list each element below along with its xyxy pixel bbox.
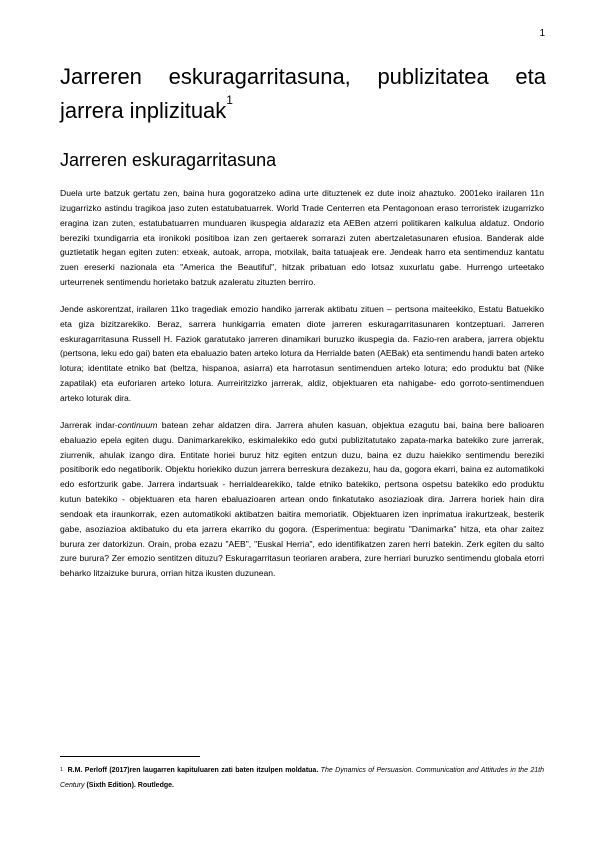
footnote-marker: 1 — [60, 767, 63, 773]
document-title-text: Jarreren eskuragarritasuna, publizitatea eta jarrera inplizituak — [60, 64, 546, 123]
section-heading: Jarreren eskuragarritasuna — [60, 150, 277, 170]
paragraph-2: Jende askorentzat, irailaren 11ko tragediak emozio handiko jarrerak aktibatu zituen – pertsona maiteekiko, Estatu Batuekiko eta giza bizitzarekiko. Beraz, sarrera hunkigarria ematen diote jarreren eskuragarritasunaren kontzeptuari. Jarreren eskuragarritasuna Russell H. Faziok garatutako jarreren dinamikari buruzko ikuspegia da. Fazio-ren arabera, jarrera objektu (pertsona, leku edo gai) baten eta ebaluazio baten arteko lotura da Herrialde baten (AEBak) eta sentimendu handi baten arteko lotura; identitate etniko bat (beltza, hispanoa, asiarra) eta harrotasun sentimenduen arteko lotura; edo produktu bat (Nike zapatilak) eta euforiaren arteko lotura. Aurreiritzizko jarrerak, aldiz, objektuaren eta nahigabe- edo gorroto-sentimenduen arteko loturak dira. — [60, 303, 544, 403]
footnote-publisher: (Sixth Edition). Routledge. — [84, 782, 174, 789]
body-text — [60, 186, 544, 593]
footnote-author: R.M. Perloff (2017)ren laugarren kapituluaren zati baten itzulpen moldatua. — [67, 767, 321, 774]
document-title — [60, 60, 546, 128]
paragraph-3-start: Jarrerak indar- — [60, 419, 118, 430]
footnote-separator — [60, 756, 200, 757]
title-footnote-ref: 1 — [226, 93, 233, 107]
footnote-book-title: The Dynamics of Persuasion. Communication and Attitudes in the 21th Century — [60, 767, 545, 789]
paragraph-3-rest: batean zehar aldatzen dira. Jarrera ahulen kasuan, objektua ezagutu bai, baina bere balioaren ebaluazio epela egiten dugu. Danimarkarekiko, eskimalekiko edo gutxi publizitatutako zapata-marka batekiko zure jarrerak, ziurrenik, ahulak izango dira. Entitate horiei buruz hitz egiten entzun duzu, baina ez duzu haiekiko sentimendu bereziki positiborik edo negatiborik. Objektu horiekiko duzun jarrera berreskura dezakezu, hau da, gogora ekarri, baina ez automatikoki edo esfortzurik gabe. Jarrera indartsuak - herrialdearekiko, talde etniko batekiko, pertsona ospetsu batekiko edo produktu kutun batekiko - objektuaren eta haren ebaluazioaren artean ondo finkatutako asoziazioak dira. Jarrera horiek hain dira sendoak eta iraunkorrak, ezen automatikoki aktibatzen baitira memoriatik. Objektuaren izen inprimatua irakurtzeak, besterik gabe, asoziazioa aktibatuko du eta jarrera ekarriko du gogora. (Esperimentua: begiratu "Danimarka" hitza, eta ohar zaitez burura zer datorkizun. Orain, proba ezazu "AEB", "Euskal Herria", edo identifikatzen zaren herri batekin. Zerk egiten du salto zure burura? Zer emozio sentitzen dituzu? Eskuragarritasun teoriaren arabera, zure herriari buruzko sentimendu globala etorri beharko litzaizuke burura, orrian hitza ikusten duzunean. — [60, 419, 544, 579]
paragraph-3-italic: continuum — [117, 419, 158, 430]
footnote — [60, 763, 544, 793]
page-number: 1 — [539, 28, 545, 39]
paragraph-1: Duela urte batzuk gertatu zen, baina hura gogoratzeko adina urte dituztenek ez dute inoiz ahaztuko. 2001eko irailaren 11n izugarrizko astindu tragikoa jaso zuten estatubatuarrek. World Trade Centerren eta Pentagonoan eraso terroristek izugarrizko eragina izan zuten, estatubatuarren munduaren ikuspegia aldaraziz eta AEBen atzerri politikaren kalkulua aldatuz. Ondorio bereziki txundigarria eta ironikoki positiboa izan zen gertaerek sorrarazi zuten abertzaletasunaren efusioa. Banderak alde guztietatik hegan egiten zuten: etxeak, autoak, arropa, motxilak, baita tatuajeak ere. Jendeak harro eta sentimenduz kantatu zuen ereserki nazionala eta "America the Beautiful", hitzak pribatuan edo lotsaz xuxurlatu gabe. Hurrengo urteetako urteurrenek sentimendu horietako batzuk azaleratu zituzten berriro. — [60, 188, 544, 288]
paragraph-3 — [60, 418, 544, 581]
